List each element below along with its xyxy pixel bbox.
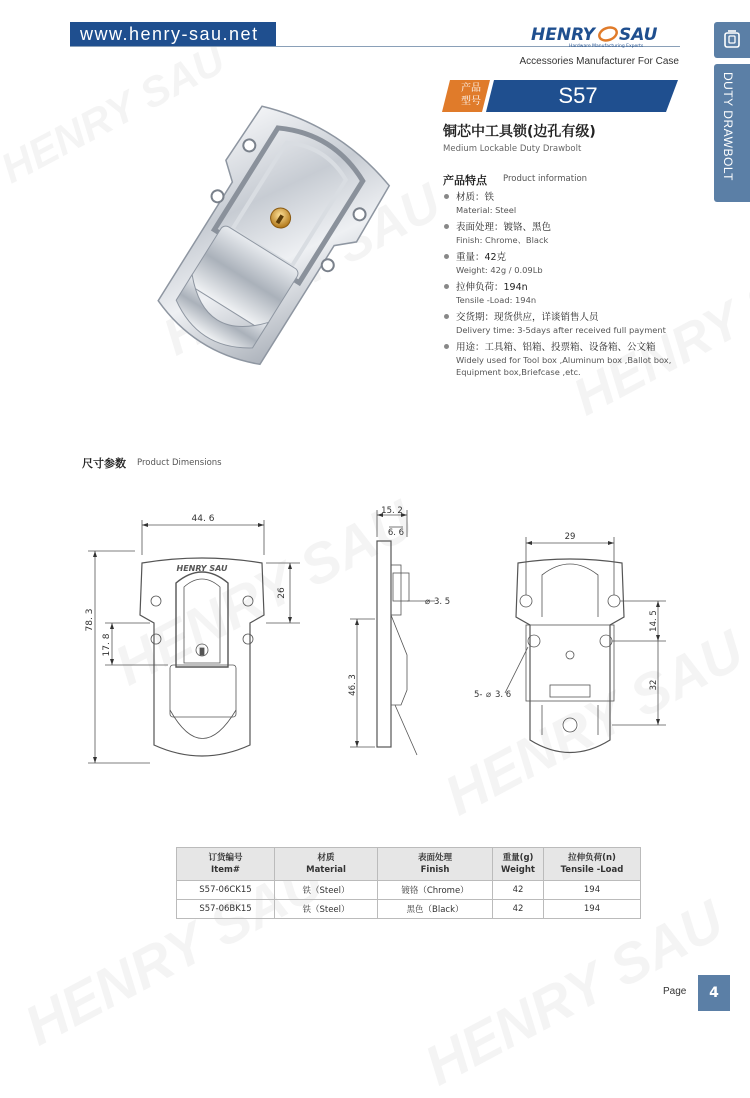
table-header-en: Finish <box>420 865 450 875</box>
table-cell: 铁（Steel） <box>275 881 378 900</box>
feature-item <box>443 221 683 246</box>
table-header-en: Material <box>306 865 346 875</box>
feature-cn: 交货期：现货供应，详谈销售人员 <box>456 312 599 323</box>
svg-text:Hardware Manufacturing Experts: Hardware Manufacturing Experts <box>569 44 644 48</box>
bullet-icon <box>444 344 449 349</box>
feature-list <box>443 191 683 383</box>
table-header-cn: 材质 <box>317 853 335 863</box>
dimensions-heading-en: Product Dimensions <box>137 458 222 468</box>
features-heading-en: Product information <box>503 174 588 184</box>
table-header-en: Tensile -Load <box>560 865 624 875</box>
svg-text:SAU: SAU <box>619 25 658 45</box>
product-title-en: Medium Lockable Duty Drawbolt <box>443 144 582 154</box>
back-width-label: 29 <box>564 532 576 542</box>
side-view-drawing <box>345 505 470 775</box>
side-hole-diameter-symbol: ⌀ <box>425 597 431 607</box>
table-header-cn: 拉伸负荷(n) <box>568 853 616 863</box>
table-cell: 194 <box>544 881 641 900</box>
side-height-label: 46. 3 <box>348 674 358 696</box>
model-badge <box>456 82 486 108</box>
back-view-drawing <box>470 525 670 785</box>
features-heading-cn: 产品特点 <box>443 174 487 187</box>
product-title-cn: 铜芯中工具锁(边孔有级) <box>443 124 596 140</box>
table-cell: 194 <box>544 900 641 919</box>
front-height-label: 78. 3 <box>85 608 95 632</box>
feature-item <box>443 311 683 336</box>
case-icon <box>714 22 750 58</box>
table-header-row <box>177 848 641 881</box>
feature-item <box>443 281 683 306</box>
feature-cn: 材质：铁 <box>456 192 495 203</box>
table-cell: 黑色（Black） <box>378 900 493 919</box>
brand-logo <box>529 20 679 48</box>
feature-cn: 用途：工具箱、铝箱、投票箱、设备箱、公文箱 <box>456 342 656 353</box>
back-holes-label: 5- <box>474 690 483 700</box>
table-cell: 镀铬（Chrome） <box>378 881 493 900</box>
drawing-logo: HENRY SAU <box>176 564 228 573</box>
bullet-icon <box>444 314 449 319</box>
feature-cn: 重量：42克 <box>456 252 507 263</box>
table-header-en: Item# <box>211 865 240 875</box>
table-header-weight <box>493 848 544 881</box>
category-tab[interactable] <box>714 64 750 202</box>
back-lower-label: 32 <box>649 679 659 691</box>
catalog-tab[interactable] <box>714 22 750 58</box>
product-photo <box>125 100 415 370</box>
feature-en: Finish: Chrome、Black <box>456 235 549 245</box>
feature-item <box>443 341 683 378</box>
bullet-icon <box>444 254 449 259</box>
bullet-icon <box>444 224 449 229</box>
table-header-en: Weight <box>501 865 535 875</box>
back-hole-diameter-symbol: ⌀ <box>486 690 492 700</box>
back-upper-label: 14. 5 <box>649 610 659 632</box>
front-upper-label: 26 <box>277 587 287 599</box>
model-badge-line2: 型号 <box>461 96 481 107</box>
feature-en: Delivery time: 3-5days after received full payment <box>456 325 666 335</box>
feature-en: Material: Steel <box>456 205 517 215</box>
table-header-cn: 表面处理 <box>417 853 452 863</box>
feature-en: Tensile -Load: 194n <box>456 295 537 305</box>
feature-cn: 拉伸负荷：194n <box>456 282 528 293</box>
feature-item <box>443 251 683 276</box>
bullet-icon <box>444 284 449 289</box>
table-cell: S57-06CK15 <box>177 881 275 900</box>
table-header-cn: 重量(g) <box>502 853 534 863</box>
dimensions-heading-cn: 尺寸参数 <box>82 457 126 470</box>
back-hole-label: 3. 6 <box>495 690 512 700</box>
feature-en: Widely used for Tool box ,Aluminum box ,Ballot box, Equipment box,Briefcase ,etc. <box>456 355 672 377</box>
website-url[interactable]: www.henry-sau.net <box>70 22 276 46</box>
table-cell: 铁（Steel） <box>275 900 378 919</box>
table-header-cn: 订货编号 <box>208 853 243 863</box>
front-view-drawing <box>80 505 300 795</box>
tagline: Accessories Manufacturer For Case <box>519 56 679 67</box>
table-header-material <box>275 848 378 881</box>
page-label: Page <box>663 986 687 997</box>
feature-item <box>443 191 683 216</box>
front-width-label: 44. 6 <box>191 514 215 524</box>
page-number: 4 <box>698 975 730 1011</box>
side-hole-label: 3. 5 <box>434 597 451 607</box>
table-header-tensile <box>544 848 641 881</box>
side-top-label: 15. 2 <box>381 506 403 516</box>
table-header-finish <box>378 848 493 881</box>
model-badge-line1: 产品 <box>461 83 481 94</box>
side-inner-label: 6. 6 <box>387 528 405 538</box>
table-header-item <box>177 848 275 881</box>
table-row <box>177 900 641 919</box>
table-row <box>177 881 641 900</box>
category-tab-label: DUTY DRAWBOLT <box>721 72 735 181</box>
svg-text:HENRY: HENRY <box>531 25 595 45</box>
bullet-icon <box>444 194 449 199</box>
table-cell: 42 <box>493 900 544 919</box>
table-cell: 42 <box>493 881 544 900</box>
feature-cn: 表面处理：镀铬、黑色 <box>456 222 552 233</box>
front-mid-label: 17. 8 <box>102 633 112 657</box>
feature-en: Weight: 42g / 0.09Lb <box>456 265 543 275</box>
spec-table <box>176 847 641 919</box>
table-cell: S57-06BK15 <box>177 900 275 919</box>
model-number: S57 <box>558 83 598 108</box>
